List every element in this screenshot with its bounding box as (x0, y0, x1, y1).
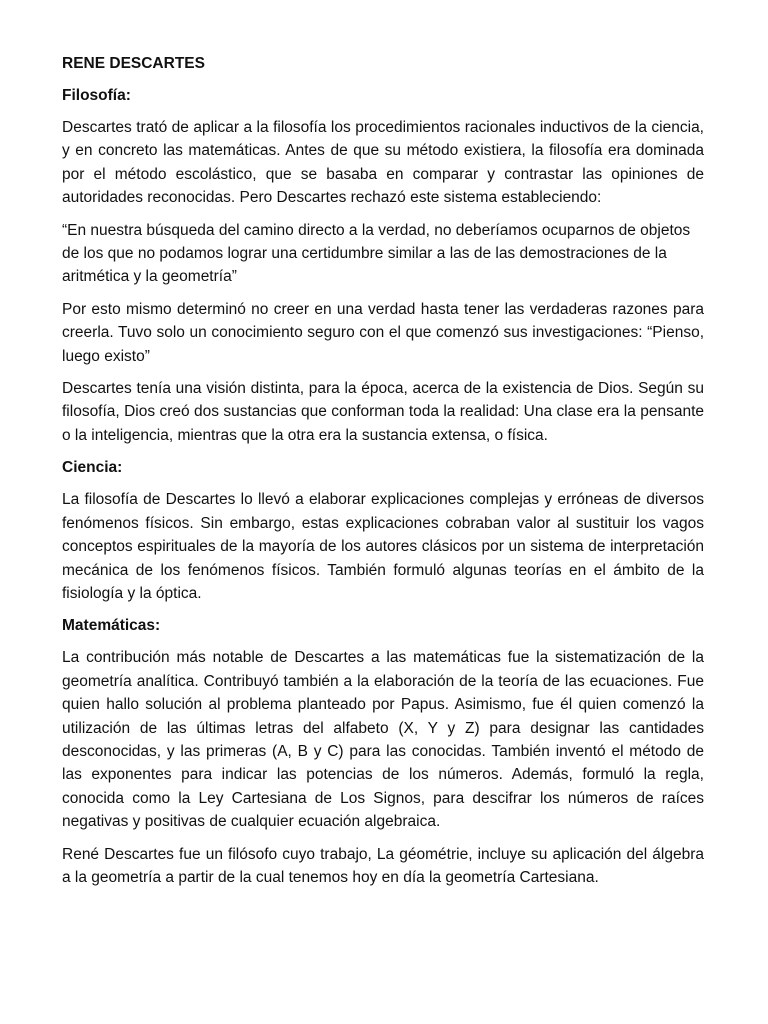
paragraph: Por esto mismo determinó no creer en una verdad hasta tener las verdaderas razones para creerla. Tuvo solo un conocimiento seguro con el que comenzó sus investigaciones: “Pienso, luego existo” (62, 300, 704, 365)
paragraph: La filosofía de Descartes lo llevó a elaborar explicaciones complejas y erróneas de diversos fenómenos físicos. Sin embargo, estas explicaciones cobraban valor al sustituir los vagos conceptos espirituales de la mayoría de los autores clásicos por un sistema de interpretación mecánica de los fenómenos físicos. También formuló algunas teorías en el ámbito de la fisiología y la óptica. (62, 491, 704, 602)
section-heading-matematicas: Matemáticas: (62, 617, 161, 635)
paragraph: René Descartes fue un filósofo cuyo trabajo, La géométrie, incluye su aplicación del álgebra a la geometría a partir de la cual tenemos hoy en día la geometría Cartesiana. (62, 845, 704, 886)
section-heading-ciencia: Ciencia: (62, 459, 123, 477)
quote-paragraph: “En nuestra búsqueda del camino directo a la verdad, no deberíamos ocuparnos de objetos de los que no podamos lograr una certidumbre similar a las de las demostraciones de la aritmética y la geometría” (62, 221, 691, 286)
document-title: RENE DESCARTES (62, 55, 205, 72)
paragraph: La contribución más notable de Descartes a las matemáticas fue la sistematización de la geometría analítica. Contribuyó también a la elaboración de la teoría de las ecuaciones. Fue quien hallo solución al problema planteado por Papus. Asimismo, fue él quien comenzó la utilización de las últimas letras del alfabeto (X, Y y Z) para designar las cantidades desconocidas, y las primeras (A, B y C) para las conocidas. También inventó el método de las exponentes para indicar las potencias de los números. Además, formuló la regla, conocida como la Ley Cartesiana de Los Signos, para descifrar los números de raíces negativas y positivas de cualquier ecuación algebraica. (62, 649, 704, 831)
paragraph: Descartes tenía una visión distinta, para la época, acerca de la existencia de Dios. Según su filosofía, Dios creó dos sustancias que conforman toda la realidad: Una clase era la pensante o la inteligencia, mientras que la otra era la sustancia extensa, o física. (62, 380, 704, 444)
section-heading-filosofia: Filosofía: (62, 87, 131, 104)
paragraph: Descartes trató de aplicar a la filosofía los procedimientos racionales inductivos de la ciencia, y en concreto las matemáticas. Antes de que su método existiera, la filosofía era dominada por el método escolástico, que se basaba en comparar y contrastar las opiniones de autoridades reconocidas. Pero Descartes rechazó este sistema estableciendo: (62, 119, 704, 207)
document-page (62, 52, 704, 898)
